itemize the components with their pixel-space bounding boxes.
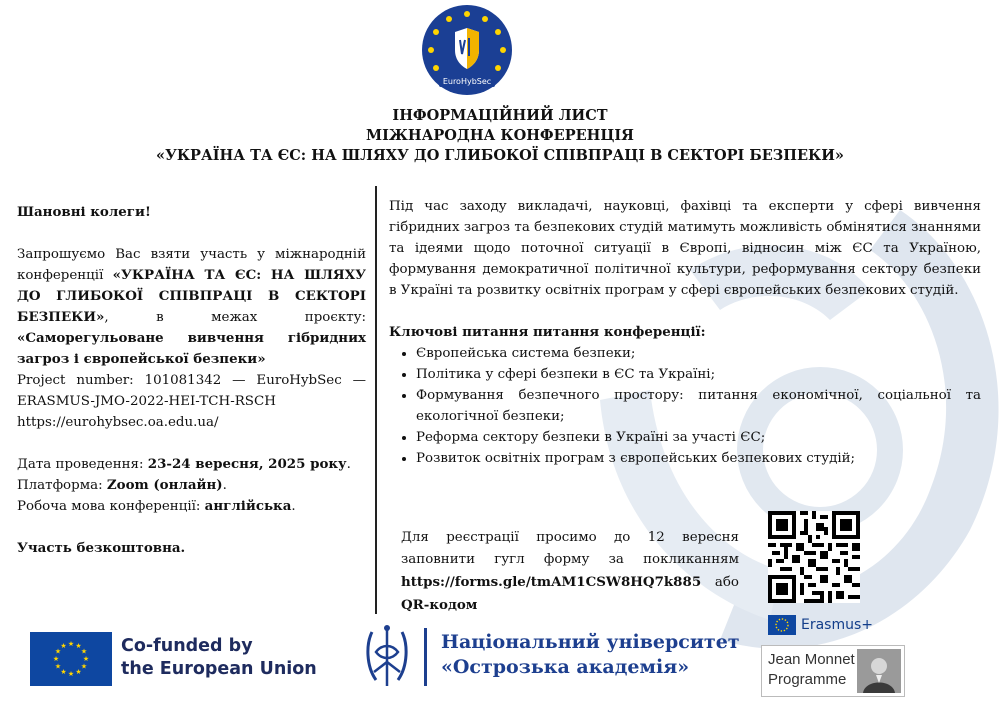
- header-line-2: МІЖНАРОДНА КОНФЕРЕНЦІЯ: [366, 127, 634, 144]
- university-emblem-icon: [362, 622, 412, 692]
- svg-text:★: ★: [75, 642, 82, 650]
- svg-text:★: ★: [54, 647, 62, 656]
- key-issues-title: Ключові питання питання конференції:: [389, 324, 706, 340]
- event-language: Робоча мова конференції: англійська.: [17, 498, 296, 514]
- eu-flag-icon: [30, 632, 112, 686]
- list-item: • Розвиток освітніх програм з європейських безпекових студій;: [416, 448, 981, 469]
- registration-block: [401, 527, 739, 617]
- svg-text:★: ★: [52, 655, 60, 663]
- eu-cofunded-text: Co-funded by the European Union: [121, 636, 317, 679]
- free-participation: Участь безкоштовна.: [17, 540, 186, 556]
- qr-code-icon[interactable]: [768, 511, 860, 603]
- registration-or: або: [701, 575, 739, 590]
- svg-text:★: ★: [82, 655, 90, 663]
- jean-monnet-logo: [761, 645, 905, 697]
- header-line-1: ІНФОРМАЦІЙНИЙ ЛИСТ: [392, 107, 608, 124]
- invite-middle: , в межах проєкту:: [104, 310, 366, 325]
- svg-text:★: ★: [75, 668, 82, 676]
- project-number: Project number: 101081342 — EuroHybSec — ERASMUS-JMO-2022-HEI-TCH-RSCH: [17, 373, 366, 409]
- header-line-3: «УКРАЇНА ТА ЄС: НА ШЛЯХУ ДО ГЛИБОКОЇ СПІВПРАЦІ В СЕКТОРІ БЕЗПЕКИ»: [156, 147, 844, 164]
- jean-monnet-label: Jean Monnet Programme: [768, 651, 855, 688]
- list-item: • Реформа сектору безпеки в Україні за участі ЄС;: [416, 427, 981, 448]
- eu-flag-small-icon: [768, 615, 796, 635]
- list-item: • Європейська система безпеки;: [416, 343, 981, 364]
- erasmus-logo: [768, 615, 880, 637]
- conference-title: «УКРАЇНА ТА ЄС: НА ШЛЯХУ ДО ГЛИБОКОЇ СПІВПРАЦІ В СЕКТОРІ БЕЗПЕКИ»: [17, 267, 366, 325]
- invitation-paragraph: [17, 244, 366, 370]
- svg-text:★: ★: [67, 640, 75, 648]
- column-divider: [375, 186, 377, 614]
- logo-caption: EuroHybSec: [442, 77, 492, 86]
- svg-text:★: ★: [80, 647, 88, 656]
- qr-label: QR-кодом: [401, 597, 478, 613]
- project-site-link[interactable]: https://eurohybsec.oa.edu.ua/: [17, 415, 219, 430]
- svg-text:★: ★: [60, 668, 67, 676]
- key-issues-list: [389, 343, 981, 469]
- university-name: Національний університет «Острозька академія»: [441, 631, 740, 678]
- event-platform: Платформа: Zoom (онлайн).: [17, 477, 227, 493]
- svg-text:★: ★: [80, 662, 88, 671]
- list-item: • Формування безпечного простору: питання економічної, соціальної та екологічної безпеки;: [416, 385, 981, 427]
- intro-paragraph: Під час заходу викладачі, науковці, фахівці та експерти у сфері вивчення гібридних загроз та безпекових студій матимуть можливість обмінятися знаннями та ідеями щодо поточної ситуації в Європі, відносин між ЄС та Україною, формування демократичної політичної культури, реформування сектору безпеки в Україні та розвитку освітніх програм у сфері європейських безпекових студій.: [389, 199, 981, 298]
- svg-text:★: ★: [67, 670, 75, 678]
- invite-text: Запрошуємо Вас взяти участь у міжнародній конференції: [17, 247, 366, 283]
- right-column: [389, 196, 981, 469]
- greeting: Шановні колеги!: [17, 204, 151, 220]
- list-item: • Політика у сфері безпеки в ЄС та Україні;: [416, 364, 981, 385]
- svg-text:★: ★: [54, 662, 62, 671]
- eurohybsec-logo: [421, 4, 513, 96]
- university-divider: [424, 628, 427, 686]
- erasmus-label: Erasmus+: [801, 617, 874, 633]
- project-title: «Саморегульоване вивчення гібридних загроз і європейської безпеки»: [17, 330, 366, 367]
- registration-link[interactable]: https://forms.gle/tmAM1CSW8HQ7k885: [401, 574, 702, 590]
- event-date: Дата проведення: 23-24 вересня, 2025 року.: [17, 456, 351, 472]
- svg-text:★: ★: [60, 642, 67, 650]
- left-column: [17, 202, 366, 559]
- header: [0, 106, 1000, 166]
- registration-text: Для реєстрації просимо до 12 вересня заповнити гугл форму за покликанням: [401, 530, 739, 567]
- jean-monnet-portrait: [857, 649, 901, 693]
